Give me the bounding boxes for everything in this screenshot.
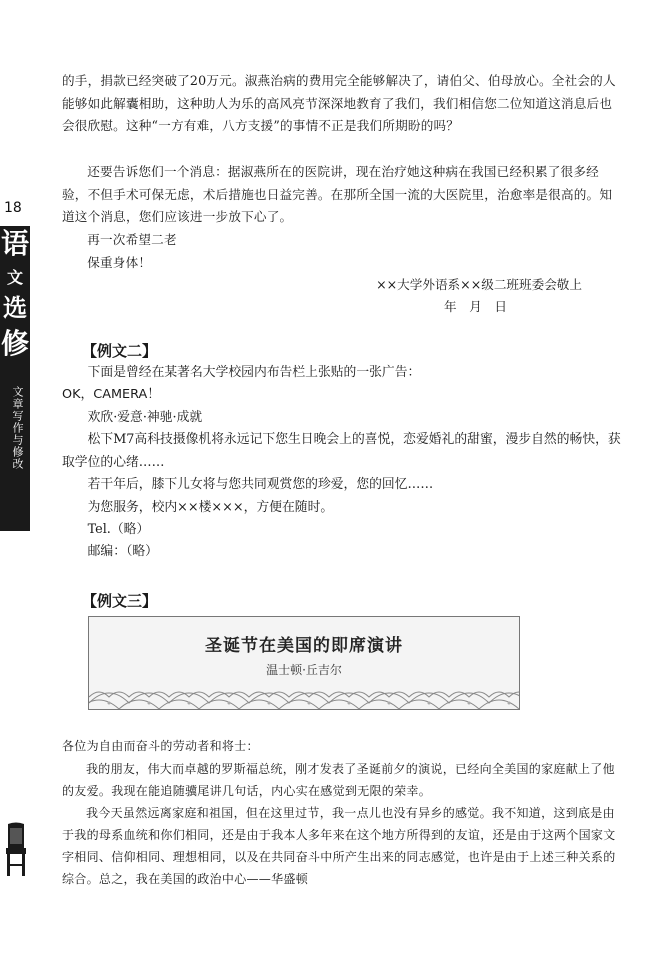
speech-greeting: 各位为自由而奋斗的劳动者和将士： bbox=[62, 739, 259, 753]
book-title-char-1: 语 bbox=[0, 227, 29, 260]
speech-title: 圣诞节在美国的即席演讲 bbox=[205, 636, 403, 656]
book-subtitle: 文章写作与修改 bbox=[11, 386, 24, 470]
example-2-heading: 【例文二】 bbox=[82, 342, 158, 360]
ad-phone: Tel.（略） bbox=[87, 522, 150, 537]
letter-date: 年 月 日 bbox=[444, 299, 507, 314]
book-title-char-2: 文 bbox=[6, 268, 23, 287]
speech-paragraph-1: 我的朋友，伟大而卓越的罗斯福总统，刚才发表了圣诞前夕的演说，已经向全美国的家庭献上了他的友爱。我现在能追随骥尾讲几句话，内心实在感觉到无限的荣幸。 bbox=[62, 762, 615, 798]
ornament-pattern bbox=[89, 673, 519, 709]
letter-paragraph-1: 的手，捐款已经突破了20万元。淑燕治病的费用完全能够解决了，请伯父、伯母放心。全社会的人能够如此解囊相助，这种助人为乐的高风亮节深深地教育了我们，我们相信您二位知道这消息后也会很欣慰。这种“一方有难，八方支援”的事情不正是我们所期盼的吗？ bbox=[62, 73, 616, 133]
example-3-heading: 【例文三】 bbox=[82, 592, 158, 610]
ad-postcode: 邮编：（略） bbox=[87, 544, 158, 559]
speech-paragraph-2: 我今天虽然远离家庭和祖国，但在这里过节，我一点儿也没有异乡的感觉。我不知道，这到底是由于我的母系血统和你们相同，还是由于我本人多年来在这个地方所得到的友谊，还是由于这两个国家文字相同、信仰相同、理想相同，以及在共同奋斗中所产生出来的同志感觉，也许是由于上述三种关系的综合。总之，我在美国的政治中心——华盛顿 bbox=[62, 806, 616, 886]
book-title-char-4: 修 bbox=[0, 327, 29, 360]
book-title-char-3: 选 bbox=[3, 293, 27, 322]
letter-paragraph-2: 还要告诉您们一个消息：据淑燕所在的医院讲，现在治疗她这种病在我国已经积累了很多经验，不但手术可保无虑，术后措施也日益完善。在那所全国一流的大医院里，治愈率是很高的。知道这个消息，您们应该进一步放下心了。 bbox=[62, 164, 613, 224]
ad-headline: OK，CAMERA！ bbox=[62, 387, 161, 402]
letter-signature: ××大学外语系××级二班班委会敬上 bbox=[376, 277, 582, 292]
letter-closing-line-1: 再一次希望二老 bbox=[87, 232, 177, 247]
ad-body-3: 为您服务，校内××楼×××，方便在随时。 bbox=[87, 500, 334, 515]
ad-slogan: 欢欣·爱意·神驰·成就 bbox=[87, 410, 203, 425]
speech-title-banner bbox=[88, 616, 520, 710]
example-2-intro: 下面是曾经在某著名大学校园内布告栏上张贴的一张广告： bbox=[87, 365, 421, 380]
ad-body-1: 松下M7高科技摄像机将永远记下您生日晚会上的喜悦，恋爱婚礼的甜蜜，漫步自然的畅快，获取学位的心绪…… bbox=[62, 432, 621, 470]
letter-closing-line-2: 保重身体！ bbox=[87, 255, 152, 270]
page-number: 18 bbox=[4, 200, 22, 216]
chair-icon bbox=[4, 822, 28, 878]
sidebar bbox=[0, 0, 30, 960]
ad-body-2: 若干年后，膝下儿女将与您共同观赏您的珍爱，您的回忆…… bbox=[87, 477, 434, 492]
speech-author: 温士顿·丘吉尔 bbox=[266, 663, 342, 677]
